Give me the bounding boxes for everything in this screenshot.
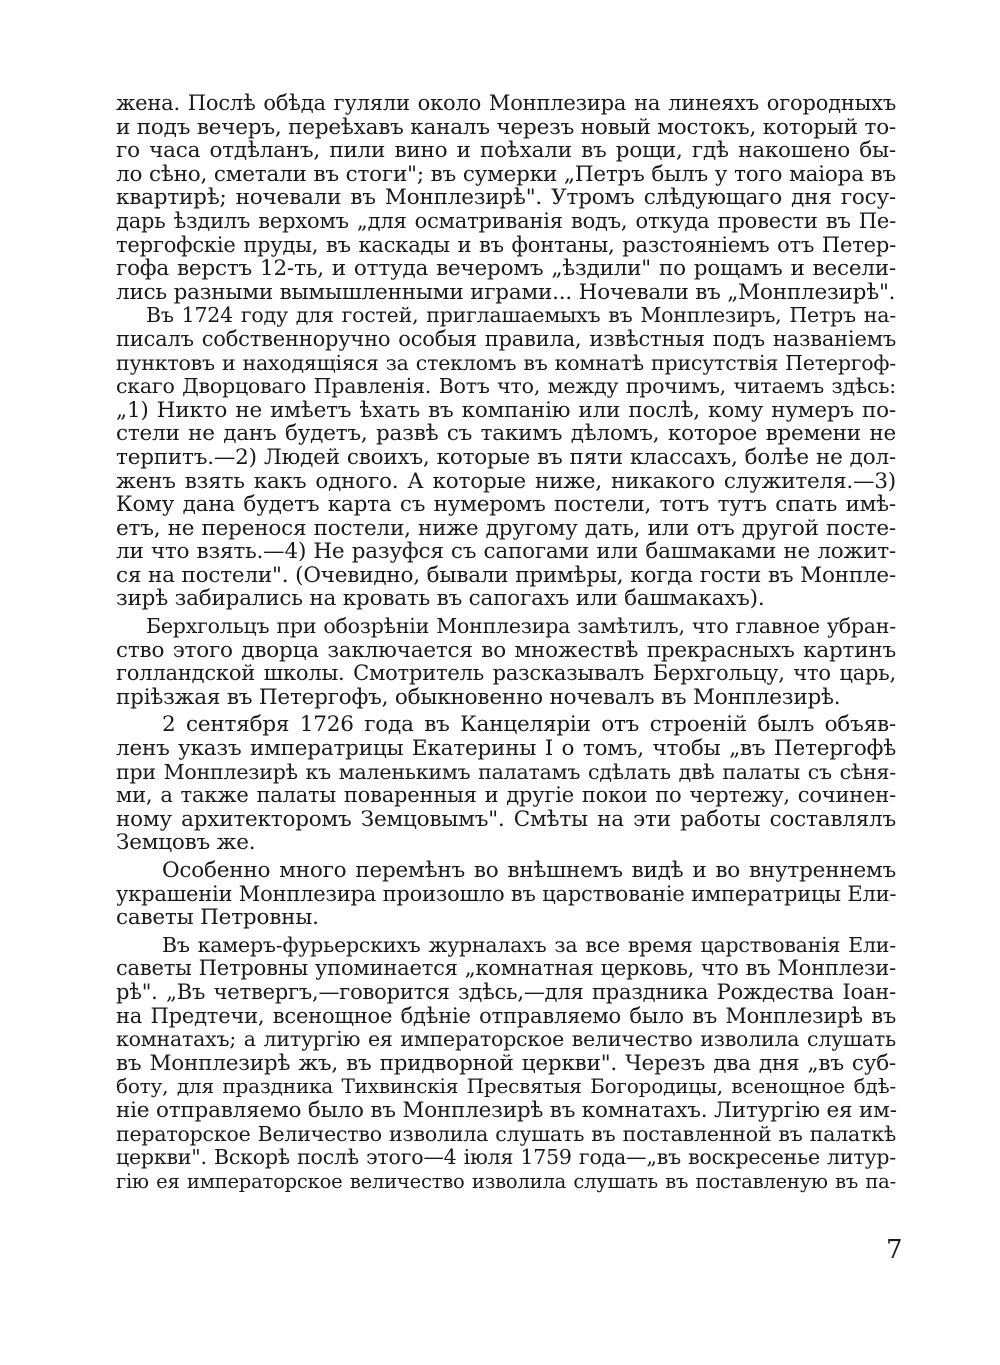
text-line: саветы Петровны упоминается „комнатная церковь, что въ Монплези-: [116, 956, 896, 981]
text-line: саветы Петровны.: [116, 905, 319, 931]
text-line: ленъ указъ императрицы Екатерины I о томъ, чтобы „въ Петергофѣ: [116, 736, 896, 762]
text-line: боту, для праздника Тихвинскія Пресвятыя Богородицы, всенощное бдѣ-: [116, 1074, 896, 1099]
text-line: ніе отправляемо было въ Монплезирѣ въ комнатахъ. Литургію ея им-: [116, 1097, 897, 1123]
text-line: „1) Никто не имѣетъ ѣхать въ компанію или послѣ, кому нумеръ по-: [116, 397, 896, 423]
text-line: на Предтечи, всенощное бдѣніе отправляемо было въ Монплезирѣ въ: [116, 1003, 896, 1028]
text-line: рѣ". „Въ четвергъ,—говорится здѣсь,—для праздника Рождества Іоан-: [116, 979, 896, 1004]
text-line: тергофскіе пруды, въ каскады и въ фонтаны, разстояніемъ отъ Петер-: [116, 232, 896, 257]
text-line: го часа отдѣланъ, пили вино и поѣхали въ рощи, гдѣ накошено бы-: [116, 138, 896, 164]
text-line: украшеніи Монплезира произошло въ царствованіе императрицы Ели-: [116, 881, 897, 906]
text-line: ному архитекторомъ Земцовымъ". Смѣты на эти работы составлялъ: [116, 806, 896, 832]
text-line: ло сѣно, сметали въ стоги"; въ сумерки „Петръ былъ у того маіора въ: [116, 161, 896, 187]
text-line: пунктовъ и находящіяся за стекломъ въ комнатѣ присутствія Петергоф-: [116, 350, 896, 375]
text-line: комнатахъ; а литургію ея императорское величество изволила слушать: [116, 1027, 896, 1052]
text-line: скаго Дворцоваго Правленія. Вотъ что, между прочимъ, читаемъ здѣсь:: [116, 374, 896, 399]
text-line: Особенно много перемѣнъ во внѣшнемъ видѣ и во внутреннемъ: [162, 858, 896, 883]
text-line: ся на постели". (Очевидно, бывали примѣры, когда гости въ Монпле-: [116, 562, 896, 588]
text-line: стели не данъ будетъ, развѣ съ такимъ дѣломъ, которое времени не: [116, 421, 896, 447]
text-line: квартирѣ; ночевали въ Монплезирѣ". Утромъ слѣдующаго дня госу-: [116, 185, 896, 211]
text-line: въ Монплезирѣ жъ, въ придворной церкви". Черезъ два дня „въ суб-: [116, 1050, 896, 1076]
text-line: зирѣ забирались на кровать въ сапогахъ или башмакахъ).: [116, 586, 765, 612]
text-line: ператорское Величество изволила слушать въ поставленной въ палаткѣ: [116, 1121, 896, 1146]
text-line: лись разными вымышленными играми... Ночевали въ „Монплезирѣ".: [116, 279, 896, 305]
text-line: церкви". Вскорѣ послѣ этого—4 іюля 1759 года—„въ воскресенье литур-: [116, 1145, 896, 1170]
text-line: Кому дана будетъ карта съ нумеромъ постели, тотъ тутъ спать имѣ-: [116, 492, 896, 518]
text-line: Берхгольцъ при обозрѣніи Монплезира замѣтилъ, что главное убран-: [146, 614, 896, 639]
text-line: голландской школы. Смотритель разсказывалъ Берхгольцу, что царь,: [116, 661, 896, 686]
text-line: терпитъ.—2) Людей своихъ, которые въ пяти классахъ, болѣе не дол-: [116, 444, 896, 470]
text-line: Въ камеръ-фурьерскихъ журналахъ за все время царствованія Ели-: [162, 932, 896, 957]
page-number: 7: [886, 1235, 903, 1265]
text-line: ство этого дворца заключается во множествѣ прекрасныхъ картинъ: [116, 637, 896, 663]
text-line: женъ взять какъ одного. А которые ниже, никакого служителя.—3): [116, 468, 896, 494]
text-line: жена. Послѣ обѣда гуляли около Монплезира на линеяхъ огородныхъ: [116, 91, 896, 115]
text-line: гофа верстъ 12-ть, и оттуда вечеромъ „ѣздили" по рощамъ и весели-: [116, 256, 896, 282]
text-line: гію ея императорское величество изволила слушать въ поставленую въ па-: [116, 1169, 896, 1193]
text-line: етъ, не перенося постели, ниже другому дать, или отъ другой посте-: [116, 515, 896, 541]
text-line: 2 сентября 1726 года въ Канцеляріи отъ строеній былъ объяв-: [162, 712, 896, 738]
body-text: [116, 92, 896, 1193]
text-line: дарь ѣздилъ верхомъ „для осматриванія водъ, откуда провести въ Пе-: [116, 208, 896, 233]
text-line: ми, а также палаты поваренныя и другіе покои по чертежу, сочинен-: [116, 783, 896, 808]
text-line: и подъ вечеръ, переѣхавъ каналъ черезъ новый мостокъ, который то-: [116, 114, 896, 140]
text-line: при Монплезирѣ къ маленькимъ палатамъ сдѣлать двѣ палаты съ сѣня-: [116, 759, 896, 784]
text-line: пріѣзжая въ Петергофъ, обыкновенно ночевалъ въ Монплезирѣ.: [116, 684, 841, 710]
text-line: писалъ собственноручно особыя правила, извѣстныя подъ названіемъ: [116, 326, 896, 351]
text-line: Въ 1724 году для гостей, приглашаемыхъ въ Монплезиръ, Петръ на-: [146, 303, 896, 328]
text-line: Земцовъ же.: [116, 830, 256, 856]
text-line: ли что взять.—4) Не разуфся съ сапогами или башмаками не ложит-: [116, 539, 896, 565]
